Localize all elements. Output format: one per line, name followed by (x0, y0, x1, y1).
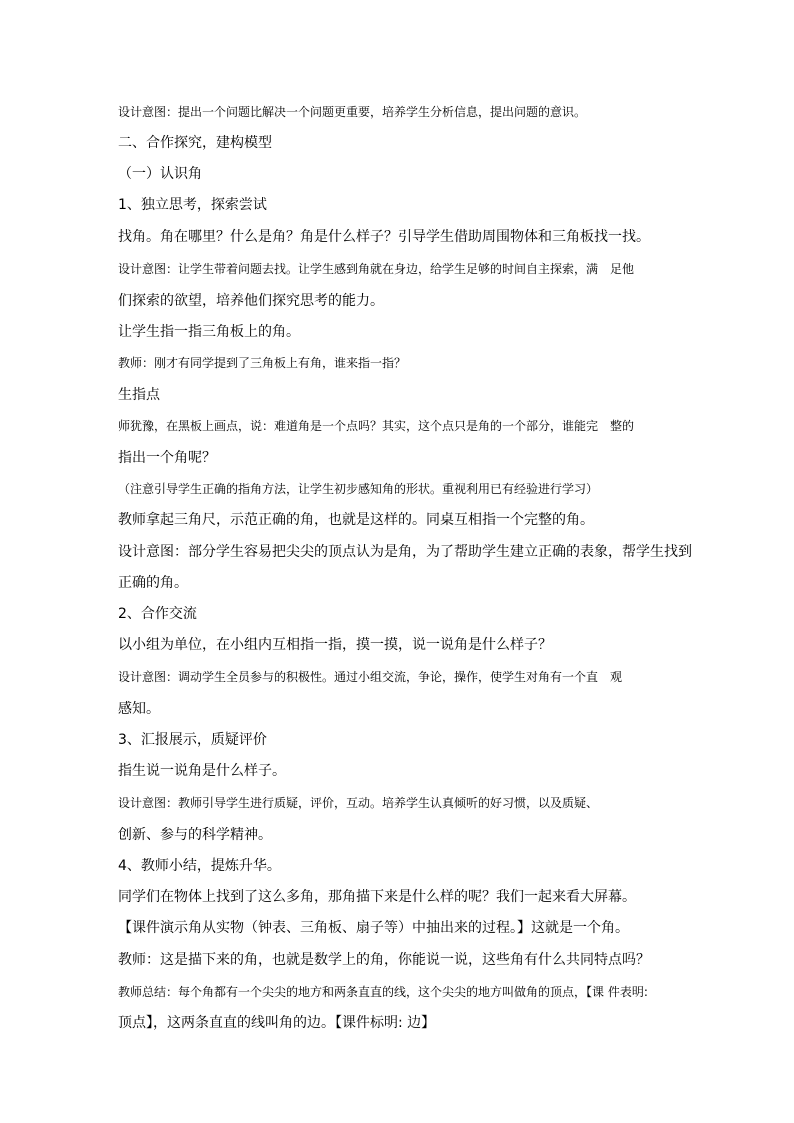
design-intent-paragraph: 设计意图：让学生带着问题去找。让学生感到角就在身边，给学生足够的时间自主探索，满 足他 (118, 262, 635, 276)
design-intent-paragraph: 设计意图：教师引导学生进行质疑，评价，互动。培养学生认真倾听的好习惯，以及质疑、 (118, 796, 599, 810)
body-paragraph: 指出一个角呢？ (118, 450, 216, 466)
body-paragraph: 顶点】，这两条直直的线叫角的边。【课件标明: 边】 (118, 1015, 436, 1031)
body-paragraph: 创新、参与的科学精神。 (118, 827, 272, 843)
body-paragraph: 感知。 (118, 701, 160, 717)
teacher-dialogue: 教师：刚才有同学提到了三角板上有角，谁来指一指？ (118, 356, 407, 370)
note-paragraph: （注意引导学生正确的指角方法，让学生初步感知角的形状。重视利用已有经验进行学习） (118, 482, 599, 496)
body-paragraph: 生指点 (118, 387, 160, 403)
design-intent-paragraph: 设计意图：部分学生容易把尖尖的顶点认为是角，为了帮助学生建立正确的表象，帮学生找到 (118, 544, 692, 560)
body-paragraph: 指生说一说角是什么样子。 (118, 763, 286, 779)
step-heading: 3、汇报展示，质疑评价 (118, 732, 267, 748)
body-paragraph: 教师：这是描下来的角，也就是数学上的角，你能说一说，这些角有什么共同特点吗？ (118, 952, 650, 968)
step-heading: 4、教师小结，提炼升华。 (118, 858, 281, 874)
body-paragraph: 以小组为单位，在小组内互相指一指，摸一摸，说一说角是什么样子？ (118, 637, 552, 653)
subsection-heading: （一）认识角 (118, 166, 202, 182)
body-paragraph: 【课件演示角从实物（钟表、三角板、扇子等）中抽出来的过程。】这就是一个角。 (118, 920, 629, 936)
section-heading: 二、合作探究，建构模型 (118, 135, 272, 151)
body-paragraph: 同学们在物体上找到了这么多角，那角描下来是什么样的呢？我们一起来看大屏幕。 (118, 889, 636, 905)
step-heading: 2、合作交流 (118, 606, 197, 622)
body-paragraph: 让学生指一指三角板上的角。 (118, 324, 300, 340)
teacher-summary: 教师总结：每个角都有一个尖尖的地方和两条直直的线，这个尖尖的地方叫做角的顶点，【课 件表明: (118, 985, 648, 999)
body-paragraph: 教师拿起三角尺，示范正确的角，也就是这样的。同桌互相指一个完整的角。 (118, 512, 594, 528)
body-paragraph: 找角。角在哪里？什么是角？角是什么样子？引导学生借助周围物体和三角板找一找。 (118, 229, 650, 245)
body-paragraph: 们探索的欲望，培养他们探究思考的能力。 (118, 293, 384, 309)
body-paragraph: 正确的角。 (118, 575, 188, 591)
step-heading: 1、独立思考，探索尝试 (118, 197, 267, 213)
teacher-dialogue: 师犹豫，在黑板上画点，说：难道角是一个点吗？其实，这个点只是角的一个部分，谁能完 整的 (118, 419, 635, 433)
design-intent-paragraph: 设计意图：提出一个问题比解决一个问题更重要，培养学生分析信息，提出问题的意识。 (118, 105, 587, 119)
design-intent-paragraph: 设计意图：调动学生全员参与的积极性。通过小组交流，争论，操作，使学生对角有一个直 观 (118, 670, 623, 684)
